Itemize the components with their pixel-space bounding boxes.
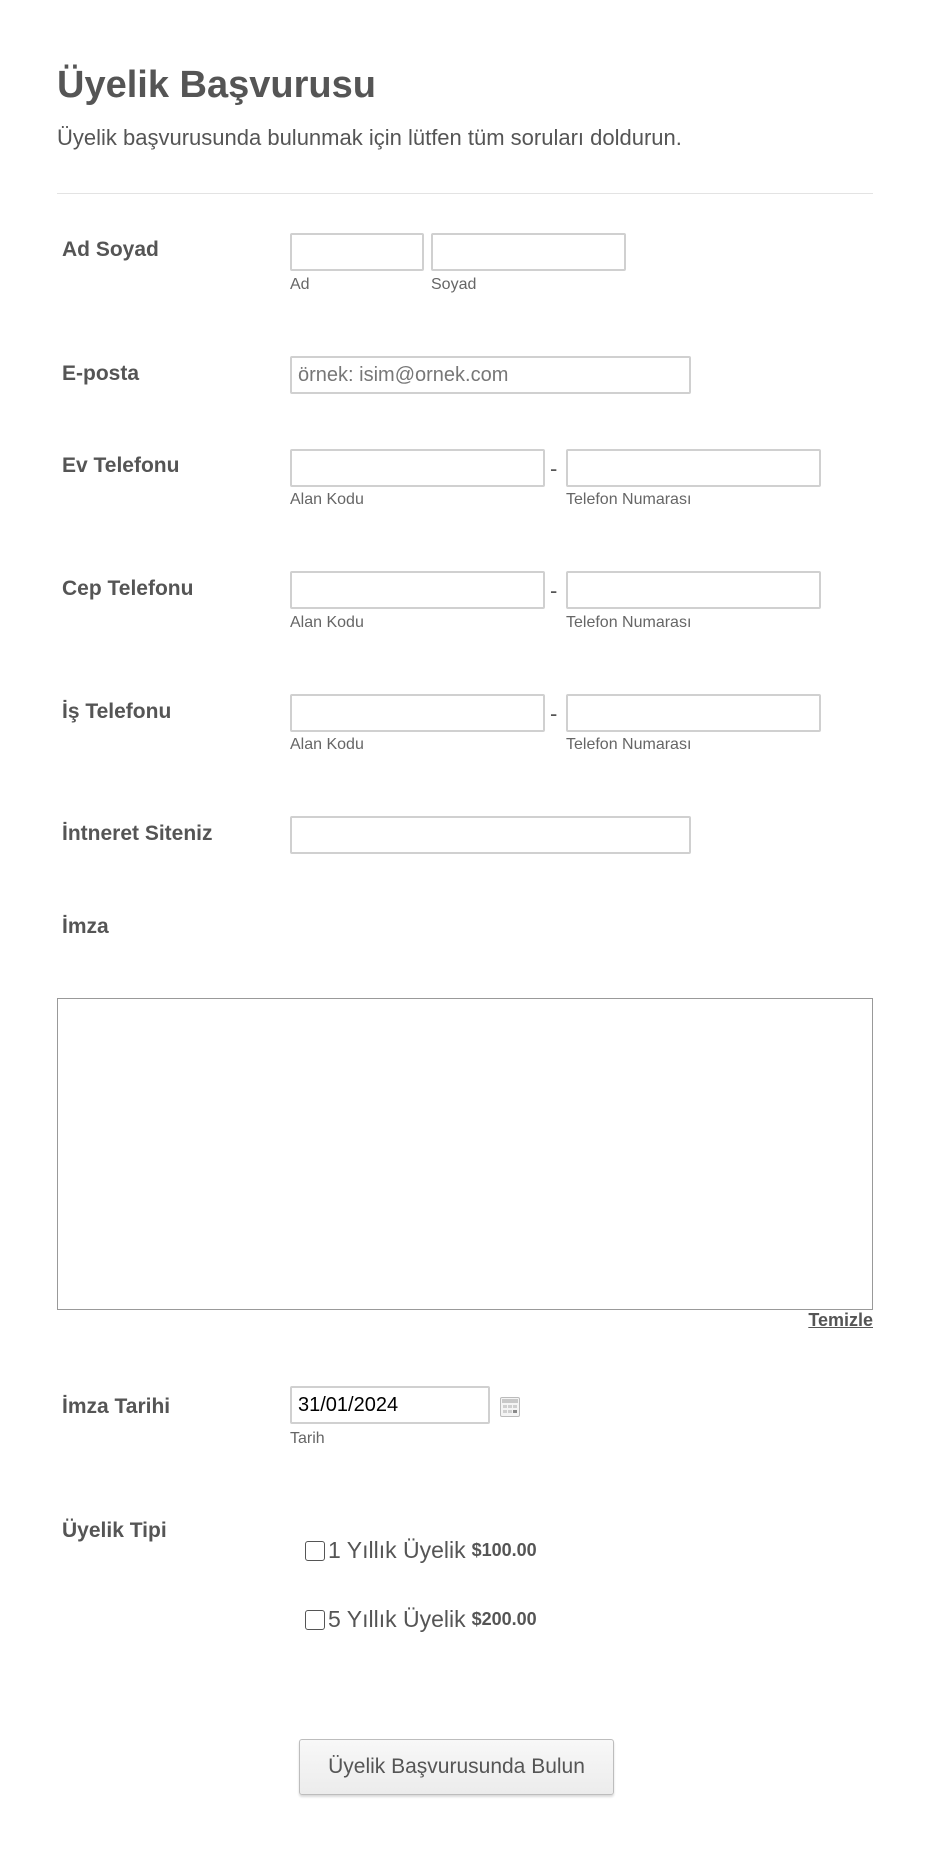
last-name-sublabel: Soyad: [431, 276, 477, 293]
mobile-phone-separator: -: [550, 578, 558, 603]
signature-date-input[interactable]: [290, 1386, 490, 1424]
signature-label: İmza: [62, 915, 109, 938]
last-name-input[interactable]: [431, 233, 626, 271]
membership-option[interactable]: [305, 1537, 537, 1564]
work-phone-separator: -: [550, 701, 558, 726]
signature-pad[interactable]: [57, 998, 873, 1310]
clear-signature-link[interactable]: Temizle: [808, 1310, 873, 1330]
membership-option-label: 1 Yıllık Üyelik: [328, 1537, 466, 1563]
home-phone-area-sublabel: Alan Kodu: [290, 491, 364, 508]
membership-option-checkbox[interactable]: [305, 1541, 325, 1561]
calendar-icon[interactable]: [500, 1397, 520, 1417]
mobile-phone-area-sublabel: Alan Kodu: [290, 614, 364, 631]
signature-date-sublabel: Tarih: [290, 1430, 325, 1447]
signature-date-label: İmza Tarihi: [62, 1395, 171, 1418]
work-phone-area-sublabel: Alan Kodu: [290, 736, 364, 753]
home-phone-number-input[interactable]: [566, 449, 821, 487]
home-phone-separator: -: [550, 456, 558, 481]
website-input[interactable]: [290, 816, 691, 854]
first-name-sublabel: Ad: [290, 276, 310, 293]
home-phone-label: Ev Telefonu: [62, 454, 180, 477]
home-phone-number-sublabel: Telefon Numarası: [566, 491, 692, 508]
name-label: Ad Soyad: [62, 238, 159, 261]
mobile-phone-label: Cep Telefonu: [62, 577, 194, 600]
website-label: İntneret Siteniz: [62, 822, 213, 845]
email-label: E-posta: [62, 362, 140, 385]
membership-option-checkbox[interactable]: [305, 1610, 325, 1630]
mobile-phone-number-input[interactable]: [566, 571, 821, 609]
membership-option-price: $100.00: [471, 1540, 537, 1560]
work-phone-number-sublabel: Telefon Numarası: [566, 736, 692, 753]
mobile-phone-area-input[interactable]: [290, 571, 545, 609]
work-phone-number-input[interactable]: [566, 694, 821, 732]
home-phone-area-input[interactable]: [290, 449, 545, 487]
membership-option-price: $200.00: [471, 1609, 537, 1629]
first-name-input[interactable]: [290, 233, 424, 271]
form-subtitle: Üyelik başvurusunda bulunmak için lütfen tüm soruları doldurun.: [57, 125, 682, 150]
mobile-phone-number-sublabel: Telefon Numarası: [566, 614, 692, 631]
email-input[interactable]: [290, 356, 691, 394]
work-phone-label: İş Telefonu: [62, 700, 172, 723]
membership-type-label: Üyelik Tipi: [62, 1519, 167, 1542]
header-divider: [57, 193, 873, 194]
form-title: Üyelik Başvurusu: [57, 64, 376, 106]
work-phone-area-input[interactable]: [290, 694, 545, 732]
submit-button[interactable]: Üyelik Başvurusunda Bulun: [299, 1739, 614, 1795]
membership-option-label: 5 Yıllık Üyelik: [328, 1606, 466, 1632]
membership-option[interactable]: [305, 1606, 537, 1633]
